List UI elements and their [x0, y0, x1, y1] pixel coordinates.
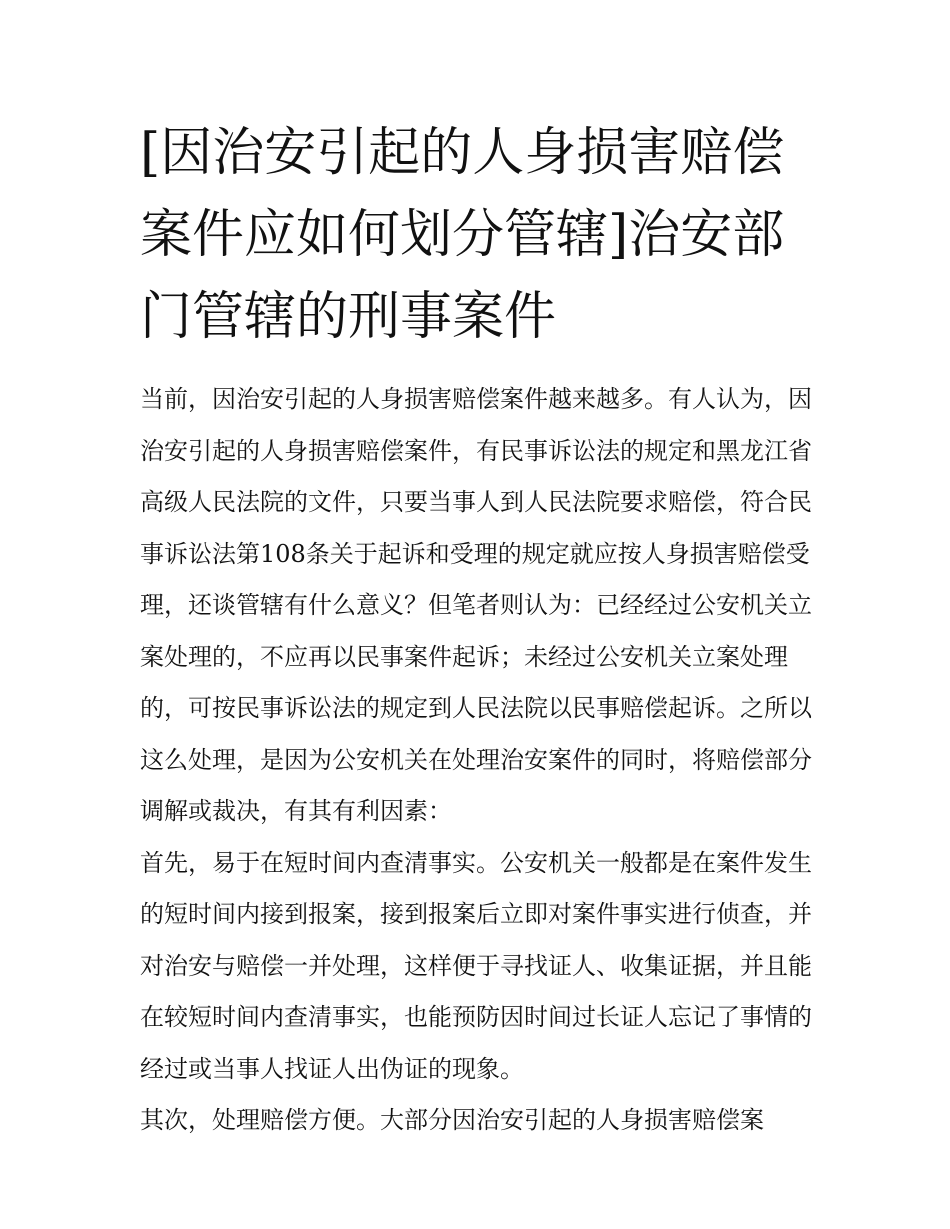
document-page	[140, 112, 820, 1147]
document-title: [因治安引起的人身损害赔偿案件应如何划分管辖]治安部门管辖的刑事案件	[140, 123, 785, 347]
paragraph-intro: 当前，因治安引起的人身损害赔偿案件越来越多。有人认为，因治安引起的人身损害赔偿案件，有民事诉讼法的规定和黑龙江省高级人民法院的文件，只要当事人到人民法院要求赔偿，符合民事诉讼法第108条关于起诉和受理的规定就应按人身损害赔偿受理，还谈管辖有什么意义？但笔者则认为：已经经过公安机关立案处理的，不应再以民事案件起诉；未经过公安机关立案处理的，可按民事诉讼法的规定到人民法院以民事赔偿起诉。之所以这么处理，是因为公安机关在处理治安案件的同时，将赔偿部分调解或裁决，有其有利因素：	[140, 385, 812, 825]
paragraph-first-reason: 首先，易于在短时间内查清事实。公安机关一般都是在案件发生的短时间内接到报案，接到报案后立即对案件事实进行侦查，并对治安与赔偿一并处理，这样便于寻找证人、收集证据，并且能在较短时间内查清事实，也能预防因时间过长证人忘记了事情的经过或当事人找证人出伪证的现象。	[140, 848, 812, 1083]
paragraph-second-reason: 其次，处理赔偿方便。大部分因治安引起的人身损害赔偿案	[140, 1106, 764, 1134]
